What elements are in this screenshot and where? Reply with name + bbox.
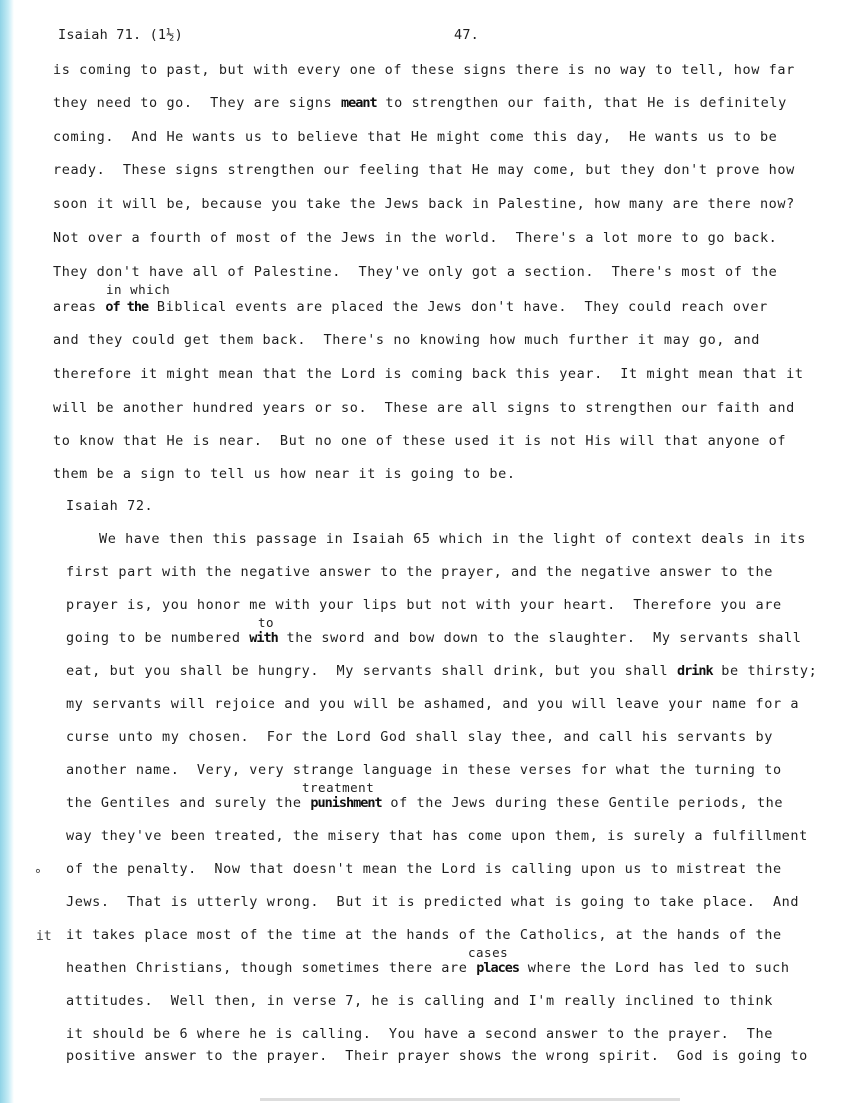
text-line: coming. And He wants us to believe that He might come this day, He wants us to be (53, 129, 778, 145)
text-run: be thirsty; (712, 663, 818, 679)
text-line: attitudes. Well then, in verse 7, he is calling and I'm really inclined to think (66, 993, 773, 1009)
struck-word: drink (676, 663, 713, 679)
text-run: to strengthen our faith, that He is definitely (376, 95, 787, 111)
text-line: ready. These signs strengthen our feeling that He may come, but they don't prove how (53, 162, 795, 178)
text-line: will be another hundred years or so. These are all signs to strengthen our faith and (53, 400, 795, 416)
interlinear-insertion: cases (468, 945, 509, 960)
text-line: positive answer to the prayer. Their prayer shows the wrong spirit. God is going to (66, 1048, 808, 1064)
interlinear-insertion: to (258, 615, 275, 630)
text-run: of the Jews during these Gentile periods, the (381, 795, 784, 811)
text-run: where the Lord has led to such (518, 960, 790, 976)
text-line (66, 962, 790, 976)
text-run: going to be numbered (66, 630, 250, 646)
text-run: eat, but you shall be hungry. My servants shall drink, but you shall (66, 663, 677, 679)
margin-mark: ∘ (34, 864, 42, 879)
struck-word: places (476, 960, 519, 976)
text-line: of the penalty. Now that doesn't mean the Lord is calling upon us to mistreat the (66, 861, 782, 877)
text-run: the sword and bow down to the slaughter. My servants shall (277, 630, 802, 646)
text-run: they need to go. They are signs (53, 95, 342, 111)
page-number: 47. (454, 27, 479, 43)
text-line: way they've been treated, the misery that has come upon them, is surely a fulfillment (66, 828, 808, 844)
text-line: prayer is, you honor me with your lips but not with your heart. Therefore you are (66, 597, 782, 613)
text-line: Not over a fourth of most of the Jews in the world. There's a lot more to go back. (53, 230, 778, 246)
text-run: heathen Christians, though sometimes there are (66, 960, 477, 976)
text-run: Biblical events are placed the Jews don't have. They could reach over (148, 299, 768, 315)
interlinear-insertion: treatment (302, 780, 375, 795)
interlinear-insertion: in which (106, 282, 171, 297)
text-line: They don't have all of Palestine. They've only got a section. There's most of the (53, 264, 778, 280)
text-line (66, 665, 817, 679)
text-line (66, 797, 783, 811)
struck-word: punishment (310, 795, 382, 811)
struck-word: of the (105, 299, 149, 315)
text-line (66, 632, 801, 646)
text-run: the Gentiles and surely the (66, 795, 311, 811)
text-line: them be a sign to tell us how near it is going to be. (53, 466, 516, 482)
text-line: and they could get them back. There's no knowing how much further it may go, and (53, 332, 760, 348)
section-heading: Isaiah 72. (66, 498, 154, 514)
text-line (53, 97, 787, 111)
scan-bottom-mark (260, 1098, 680, 1101)
text-line: it should be 6 where he is calling. You have a second answer to the prayer. The (66, 1026, 773, 1042)
text-line: We have then this passage in Isaiah 65 which in the light of context deals in its (99, 531, 806, 547)
text-line: my servants will rejoice and you will be ashamed, and you will leave your name for a (66, 696, 800, 712)
margin-mark: it (36, 929, 52, 944)
text-line (53, 301, 768, 315)
text-line: it takes place most of the time at the hands of the Catholics, at the hands of the (66, 927, 782, 943)
text-line: therefore it might mean that the Lord is coming back this year. It might mean that it (53, 366, 804, 382)
scan-edge (0, 0, 14, 1103)
text-line: Jews. That is utterly wrong. But it is predicted what is going to take place. And (66, 894, 800, 910)
text-line: soon it will be, because you take the Jews back in Palestine, how many are there now? (53, 196, 795, 212)
text-run: areas (53, 299, 106, 315)
text-line: curse unto my chosen. For the Lord God shall slay thee, and call his servants by (66, 729, 773, 745)
text-line: first part with the negative answer to the prayer, and the negative answer to the (66, 564, 773, 580)
text-line: another name. Very, very strange language in these verses for what the turning to (66, 762, 782, 778)
text-line: is coming to past, but with every one of these signs there is no way to tell, how far (53, 62, 795, 78)
struck-word: meant (341, 95, 377, 111)
struck-word: with (249, 630, 278, 646)
running-header: Isaiah 71. (1½) (58, 27, 183, 43)
text-line: to know that He is near. But no one of these used it is not His will that anyone of (53, 433, 787, 449)
